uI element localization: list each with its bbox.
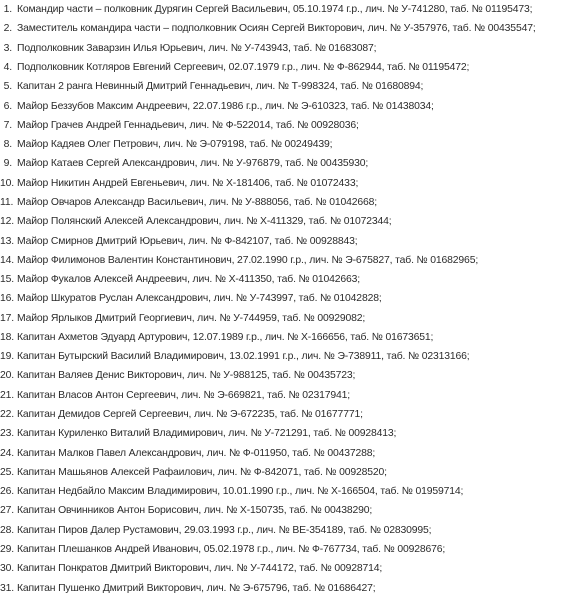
item-text: Капитан Пушенко Дмитрий Викторович, лич. № Э-675796, таб. № 01686427; (17, 582, 376, 594)
item-number: 9. (3, 158, 12, 170)
list-item (0, 58, 570, 77)
item-number: 22. (0, 409, 14, 421)
item-text: Майор Кадяев Олег Петрович, лич. № Э-079198, таб. № 00249439; (17, 139, 333, 151)
list-item (0, 0, 570, 19)
list-item (0, 174, 570, 193)
item-text: Майор Смирнов Дмитрий Юрьевич, лич. № Ф-842107, таб. № 00928843; (17, 235, 358, 247)
list-item (0, 347, 570, 366)
list-item (0, 482, 570, 501)
item-number: 10. (0, 177, 14, 189)
item-number: 20. (0, 370, 14, 382)
item-number: 8. (3, 139, 12, 151)
item-number: 19. (0, 351, 14, 363)
item-number: 14. (0, 254, 14, 266)
item-number: 18. (0, 331, 14, 343)
item-text: Капитан Ахметов Эдуард Артурович, 12.07.1989 г.р., лич. № Х-166656, таб. № 01673651; (17, 331, 434, 343)
item-text: Капитан 2 ранга Невинный Дмитрий Геннадьевич, лич. № Т-998324, таб. № 01680894; (17, 81, 424, 93)
item-number: 27. (0, 505, 14, 517)
item-text: Капитан Машьянов Алексей Рафаилович, лич. № Ф-842071, таб. № 00928520; (17, 466, 387, 478)
list-item (0, 135, 570, 154)
item-number: 21. (0, 389, 14, 401)
item-text: Капитан Пиров Далер Рустамович, 29.03.1993 г.р., лич. № ВЕ-354189, таб. № 02830995; (17, 524, 432, 536)
list-item (0, 77, 570, 96)
list-item (0, 19, 570, 38)
item-text: Майор Никитин Андрей Евгеньевич, лич. № Х-181406, таб. № 01072433; (17, 177, 359, 189)
item-text: Майор Беззубов Максим Андреевич, 22.07.1986 г.р., лич. № Э-610323, таб. № 01438034; (17, 100, 434, 112)
item-text: Капитан Куриленко Виталий Владимирович, лич. № У-721291, таб. № 00928413; (17, 428, 397, 440)
item-text: Капитан Демидов Сергей Сергеевич, лич. № Э-672235, таб. № 01677771; (17, 409, 363, 421)
list-item (0, 405, 570, 424)
list-item (0, 154, 570, 173)
item-text: Капитан Малков Павел Александрович, лич. № Ф-011950, таб. № 00437288; (17, 447, 376, 459)
item-number: 11. (0, 196, 14, 208)
list-item (0, 96, 570, 115)
list-item (0, 443, 570, 462)
item-text: Капитан Понкратов Дмитрий Викторович, лич. № У-744172, таб. № 00928714; (17, 563, 383, 575)
list-item (0, 578, 570, 597)
list-item (0, 521, 570, 540)
list-item (0, 289, 570, 308)
item-text: Майор Полянский Алексей Александрович, лич. № Х-411329, таб. № 01072344; (17, 216, 392, 228)
item-number: 13. (0, 235, 14, 247)
item-text: Капитан Овчинников Антон Борисович, лич. № Х-150735, таб. № 00438290; (17, 505, 373, 517)
list-item (0, 309, 570, 328)
item-number: 29. (0, 544, 14, 556)
list-item (0, 39, 570, 58)
item-number: 4. (3, 61, 12, 73)
item-number: 28. (0, 524, 14, 536)
item-text: Заместитель командира части – подполковник Осиян Сергей Викторович, лич. № У-357976, таб. № 00435547; (17, 23, 536, 35)
list-item (0, 270, 570, 289)
item-number: 6. (3, 100, 12, 112)
list-item (0, 540, 570, 559)
list-item (0, 251, 570, 270)
item-text: Капитан Бутырский Василий Владимирович, 13.02.1991 г.р., лич. № Э-738911, таб. № 02313166; (17, 351, 470, 363)
item-text: Капитан Недбайло Максим Владимирович, 10.01.1990 г.р., лич. № Х-166504, таб. № 01959714; (17, 486, 464, 498)
item-number: 2. (3, 23, 12, 35)
item-number: 12. (0, 216, 14, 228)
item-number: 30. (0, 563, 14, 575)
item-text: Майор Грачев Андрей Геннадьевич, лич. № Ф-522014, таб. № 00928036; (17, 119, 359, 131)
list-item (0, 212, 570, 231)
item-text: Майор Катаев Сергей Александрович, лич. № У-976879, таб. № 00435930; (17, 158, 369, 170)
item-number: 7. (3, 119, 12, 131)
item-text: Майор Ярлыков Дмитрий Георгиевич, лич. № У-744959, таб. № 00929082; (17, 312, 366, 324)
item-text: Майор Овчаров Александр Васильевич, лич. № У-888056, таб. № 01042668; (17, 196, 377, 208)
item-number: 24. (0, 447, 14, 459)
item-text: Командир части – полковник Дурягин Сергей Васильевич, 05.10.1974 г.р., лич. № У-741280, таб. № 01195473; (17, 4, 533, 16)
item-text: Подполковник Заварзин Илья Юрьевич, лич. № У-743943, таб. № 01683087; (17, 42, 377, 54)
item-number: 31. (0, 582, 14, 594)
item-text: Майор Шкуратов Руслан Александрович, лич. № У-743997, таб. № 01042828; (17, 293, 382, 305)
item-number: 26. (0, 486, 14, 498)
list-item (0, 328, 570, 347)
list-item (0, 386, 570, 405)
item-number: 23. (0, 428, 14, 440)
item-text: Подполковник Котляров Евгений Сергеевич, 02.07.1979 г.р., лич. № Ф-862944, таб. № 01195472; (17, 61, 470, 73)
list-item (0, 231, 570, 250)
item-text: Капитан Плешанков Андрей Иванович, 05.02.1978 г.р., лич. № Ф-767734, таб. № 00928676; (17, 544, 446, 556)
item-text: Майор Филимонов Валентин Константинович, 27.02.1990 г.р., лич. № Э-675827, таб. № 01682965; (17, 254, 479, 266)
item-number: 3. (3, 42, 12, 54)
item-text: Капитан Валяев Денис Викторович, лич. № У-988125, таб. № 00435723; (17, 370, 356, 382)
item-number: 5. (3, 81, 12, 93)
list-item (0, 424, 570, 443)
item-number: 15. (0, 274, 14, 286)
item-number: 1. (3, 4, 12, 16)
item-number: 16. (0, 293, 14, 305)
list-item (0, 116, 570, 135)
item-text: Капитан Власов Антон Сергеевич, лич. № Э-669821, таб. № 02317941; (17, 389, 350, 401)
list-item (0, 501, 570, 520)
list-item (0, 193, 570, 212)
item-text: Майор Фукалов Алексей Андреевич, лич. № Х-411350, таб. № 01042663; (17, 274, 361, 286)
list-item (0, 366, 570, 385)
list-item (0, 559, 570, 578)
list-item (0, 463, 570, 482)
item-number: 25. (0, 466, 14, 478)
item-number: 17. (0, 312, 14, 324)
